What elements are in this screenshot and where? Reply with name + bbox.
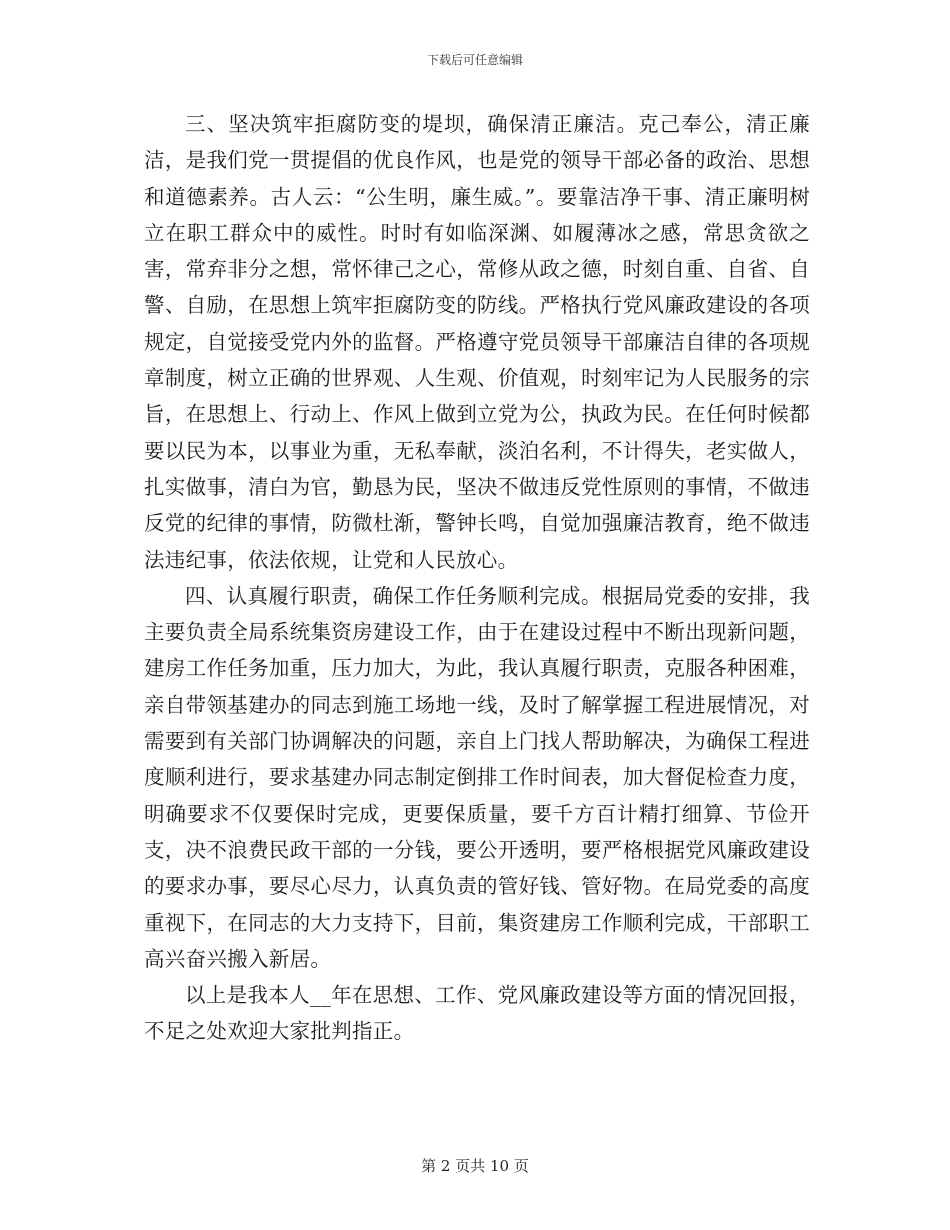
page-footer: 第 2 页共 10 页 [421, 1157, 529, 1175]
document-body [144, 106, 810, 1050]
paragraph-integrity: 三、坚决筑牢拒腐防变的堤坝，确保清正廉洁。克己奉公，清正廉洁，是我们党一贯提倡的优良作风，也是党的领导干部必备的政治、思想和道德素养。古人云：“公生明，廉生威。”。要靠洁净干事、清正廉明树立在职工群众中的威性。时时有如临深渊、如履薄冰之感，常思贪欲之害，常弃非分之想，常怀律己之心，常修从政之德，时刻自重、自省、自警、自励，在思想上筑牢拒腐防变的防线。严格执行党风廉政建设的各项规定，自觉接受党内外的监督。严格遵守党员领导干部廉洁自律的各项规章制度，树立正确的世界观、人生观、价值观，时刻牢记为人民服务的宗旨，在思想上、行动上、作风上做到立党为公，执政为民。在任何时候都要以民为本，以事业为重，无私奉献，淡泊名利，不计得失，老实做人，扎实做事，清白为官，勤恳为民，坚决不做违反党性原则的事情，不做违反党的纪律的事情，防微杜渐，警钟长鸣，自觉加强廉洁教育，绝不做违法违纪事，依法依规，让党和人民放心。 [144, 112, 810, 572]
paragraph-conclusion: 以上是我本人__年在思想、工作、党风廉政建设等方面的情况回报，不足之处欢迎大家批判指正。 [144, 983, 810, 1044]
paragraph-duties: 四、认真履行职责，确保工作任务顺利完成。根据局党委的安排，我主要负责全局系统集资房建设工作，由于在建设过程中不断出现新问题，建房工作任务加重，压力加大，为此，我认真履行职责，克服各种困难，亲自带领基建办的同志到施工场地一线，及时了解掌握工程进展情况，对需要到有关部门协调解决的问题，亲自上门找人帮助解决，为确保工程进度顺利进行，要求基建办同志制定倒排工作时间表，加大督促检查力度，明确要求不仅要保时完成，更要保质量，要千方百计精打细算、节俭开支，决不浪费民政干部的一分钱，要公开透明，要严格根据党风廉政建设的要求办事，要尽心尽力，认真负责的管好钱、管好物。在局党委的高度重视下，在同志的大力支持下，目前，集资建房工作顺利完成，干部职工高兴奋兴搬入新居。 [144, 583, 810, 971]
page-header: 下载后可任意编辑 [426, 53, 523, 67]
